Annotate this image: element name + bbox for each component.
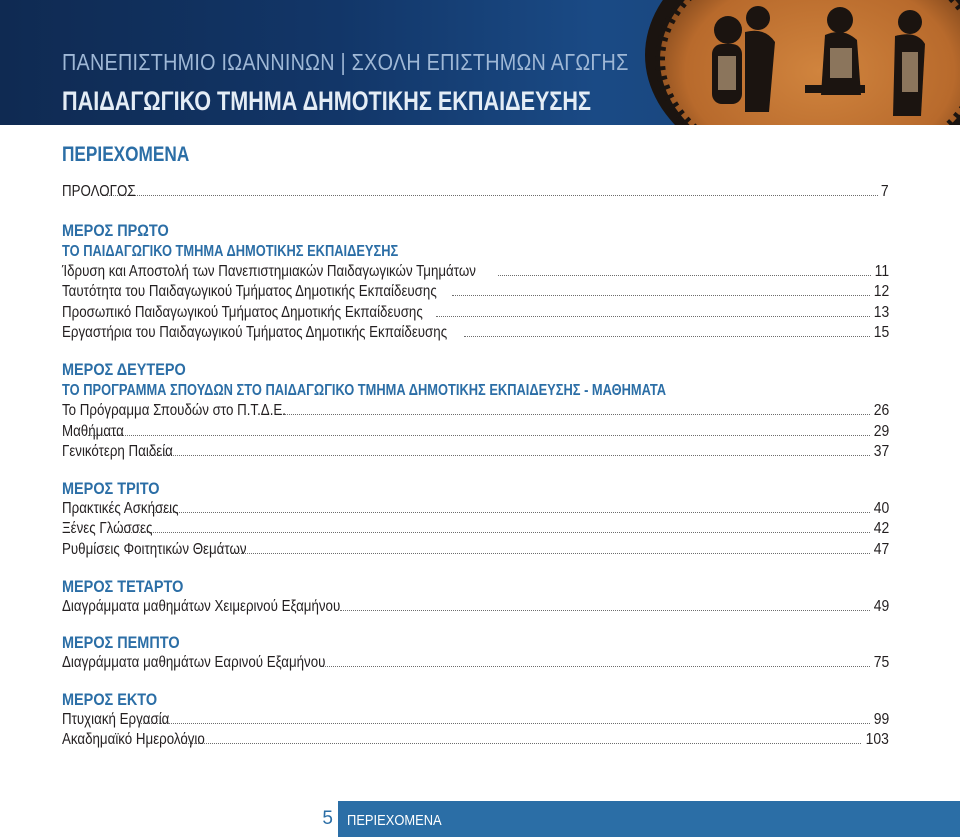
dot-leader [88, 425, 869, 436]
toc-entry[interactable] [62, 540, 889, 561]
dot-leader [323, 656, 870, 667]
entry-page-number: 42 [873, 520, 889, 538]
entry-title: Εργαστήρια του Παιδαγωγικού Τμήματος Δημοτικής Εκπαίδευσης [62, 324, 448, 342]
entry-title: Ρυθμίσεις Φοιτητικών Θεμάτων [62, 540, 247, 558]
toc-entry[interactable] [62, 710, 889, 731]
entry-title: Προσωπικό Παιδαγωγικού Τμήματος Δημοτικής Εκπαίδευσης [62, 303, 423, 321]
entry-page-number: 29 [873, 422, 889, 440]
toc-entry[interactable] [62, 282, 889, 303]
dot-leader [277, 404, 870, 415]
dot-leader [231, 543, 870, 554]
footer-section-label: ΠΕΡΙΕΧΟΜΕΝΑ [347, 812, 442, 829]
dot-leader [340, 600, 870, 611]
entry-title: Ίδρυση και Αποστολή των Πανεπιστημιακών Παιδαγωγικών Τμημάτων [62, 262, 476, 280]
entry-title: Ξένες Γλώσσες [62, 520, 153, 538]
entry-page-number: 7 [881, 183, 889, 200]
dot-leader [436, 306, 870, 317]
university-school-title: ΠΑΝΕΠΙΣΤΗΜΙΟ ΙΩΑΝΝΙΝΩΝ | ΣΧΟΛΗ ΕΠΙΣΤΗΜΩΝ ΑΓΩΓΗΣ [62, 49, 629, 75]
entry-page-number: 99 [873, 710, 889, 728]
entry-page-number: 37 [873, 443, 889, 461]
toc-entry-prologue[interactable] [62, 182, 889, 203]
dot-leader [102, 185, 878, 196]
entry-title: Ακαδημαϊκό Ημερολόγιο [62, 731, 205, 749]
entry-page-number: 47 [873, 540, 889, 558]
entry-page-number: 75 [873, 654, 889, 672]
entry-title: Πτυχιακή Εργασία [62, 710, 170, 728]
entry-page-number: 26 [873, 401, 889, 419]
part-heading: ΜΕΡΟΣ ΕΚΤΟ [62, 689, 158, 709]
dot-leader [141, 713, 870, 724]
department-title: ΠΑΙΔΑΓΩΓΙΚΟ ΤΜΗΜΑ ΔΗΜΟΤΙΚΗΣ ΕΚΠΑΙΔΕΥΣΗΣ [62, 86, 591, 116]
toc-entry[interactable] [62, 519, 889, 540]
toc-entry[interactable] [62, 323, 889, 344]
header-banner [0, 0, 960, 125]
toc-entry[interactable] [62, 730, 889, 751]
part-subheading: ΤΟ ΠΡΟΓΡΑΜΜΑ ΣΠΟΥΔΩΝ ΣΤΟ ΠΑΙΔΑΓΩΓΙΚΟ ΤΜΗΜΑ ΔΗΜΟΤΙΚΗΣ ΕΚΠΑΙΔΕΥΣΗΣ - ΜΑΘΗΜΑΤΑ [62, 381, 667, 399]
toc-entry[interactable] [62, 422, 889, 443]
dot-leader [182, 733, 861, 744]
entry-page-number: 15 [873, 324, 889, 342]
part-heading: ΜΕΡΟΣ ΠΡΩΤΟ [62, 220, 169, 240]
dot-leader [121, 522, 869, 533]
dot-leader [452, 285, 870, 296]
entry-page-number: 103 [865, 731, 889, 749]
toc-entry[interactable] [62, 303, 889, 324]
entry-page-number: 40 [873, 499, 889, 517]
footer-page-number: 5 [322, 808, 333, 829]
entry-page-number: 13 [873, 303, 889, 321]
entry-title: Πρακτικές Ασκήσεις [62, 499, 179, 517]
toc-entry[interactable] [62, 653, 889, 674]
toc-title: ΠΕΡΙΕΧΟΜΕΝΑ [62, 143, 190, 166]
entry-title: Διαγράμματα μαθημάτων Χειμερινού Εξαμήνου [62, 597, 341, 615]
entry-title: Διαγράμματα μαθημάτων Εαρινού Εξαμήνου [62, 654, 326, 672]
entry-title: Μαθήματα [62, 422, 124, 440]
entry-page-number: 49 [873, 597, 889, 615]
toc-entry[interactable] [62, 499, 889, 520]
part-heading: ΜΕΡΟΣ ΠΕΜΠΤΟ [62, 633, 180, 653]
part-heading: ΜΕΡΟΣ ΔΕΥΤΕΡΟ [62, 359, 186, 379]
toc-entry[interactable] [62, 442, 889, 463]
dot-leader [498, 265, 871, 276]
part-heading: ΜΕΡΟΣ ΤΡΙΤΟ [62, 478, 160, 498]
part-subheading: ΤΟ ΠΑΙΔΑΓΩΓΙΚΟ ΤΜΗΜΑ ΔΗΜΟΤΙΚΗΣ ΕΚΠΑΙΔΕΥΣΗΣ [62, 242, 399, 260]
entry-title: Ταυτότητα του Παιδαγωγικού Τμήματος Δημοτικής Εκπαίδευσης [62, 283, 437, 301]
toc-entry[interactable] [62, 597, 889, 618]
entry-title: ΠΡΟΛΟΓΟΣ [62, 183, 136, 200]
ancient-vase-painting-image [640, 0, 960, 125]
entry-page-number: 11 [874, 262, 889, 280]
dot-leader [145, 445, 869, 456]
entry-page-number: 12 [873, 283, 889, 301]
toc-entry[interactable] [62, 401, 889, 422]
toc-entry[interactable] [62, 262, 889, 283]
table-of-contents [62, 140, 889, 751]
part-heading: ΜΕΡΟΣ ΤΕΤΑΡΤΟ [62, 576, 184, 596]
entry-title: Το Πρόγραμμα Σπουδών στο Π.Τ.Δ.Ε. [62, 401, 286, 419]
entry-title: Γενικότερη Παιδεία [62, 443, 173, 461]
dot-leader [152, 502, 870, 513]
dot-leader [464, 326, 870, 337]
